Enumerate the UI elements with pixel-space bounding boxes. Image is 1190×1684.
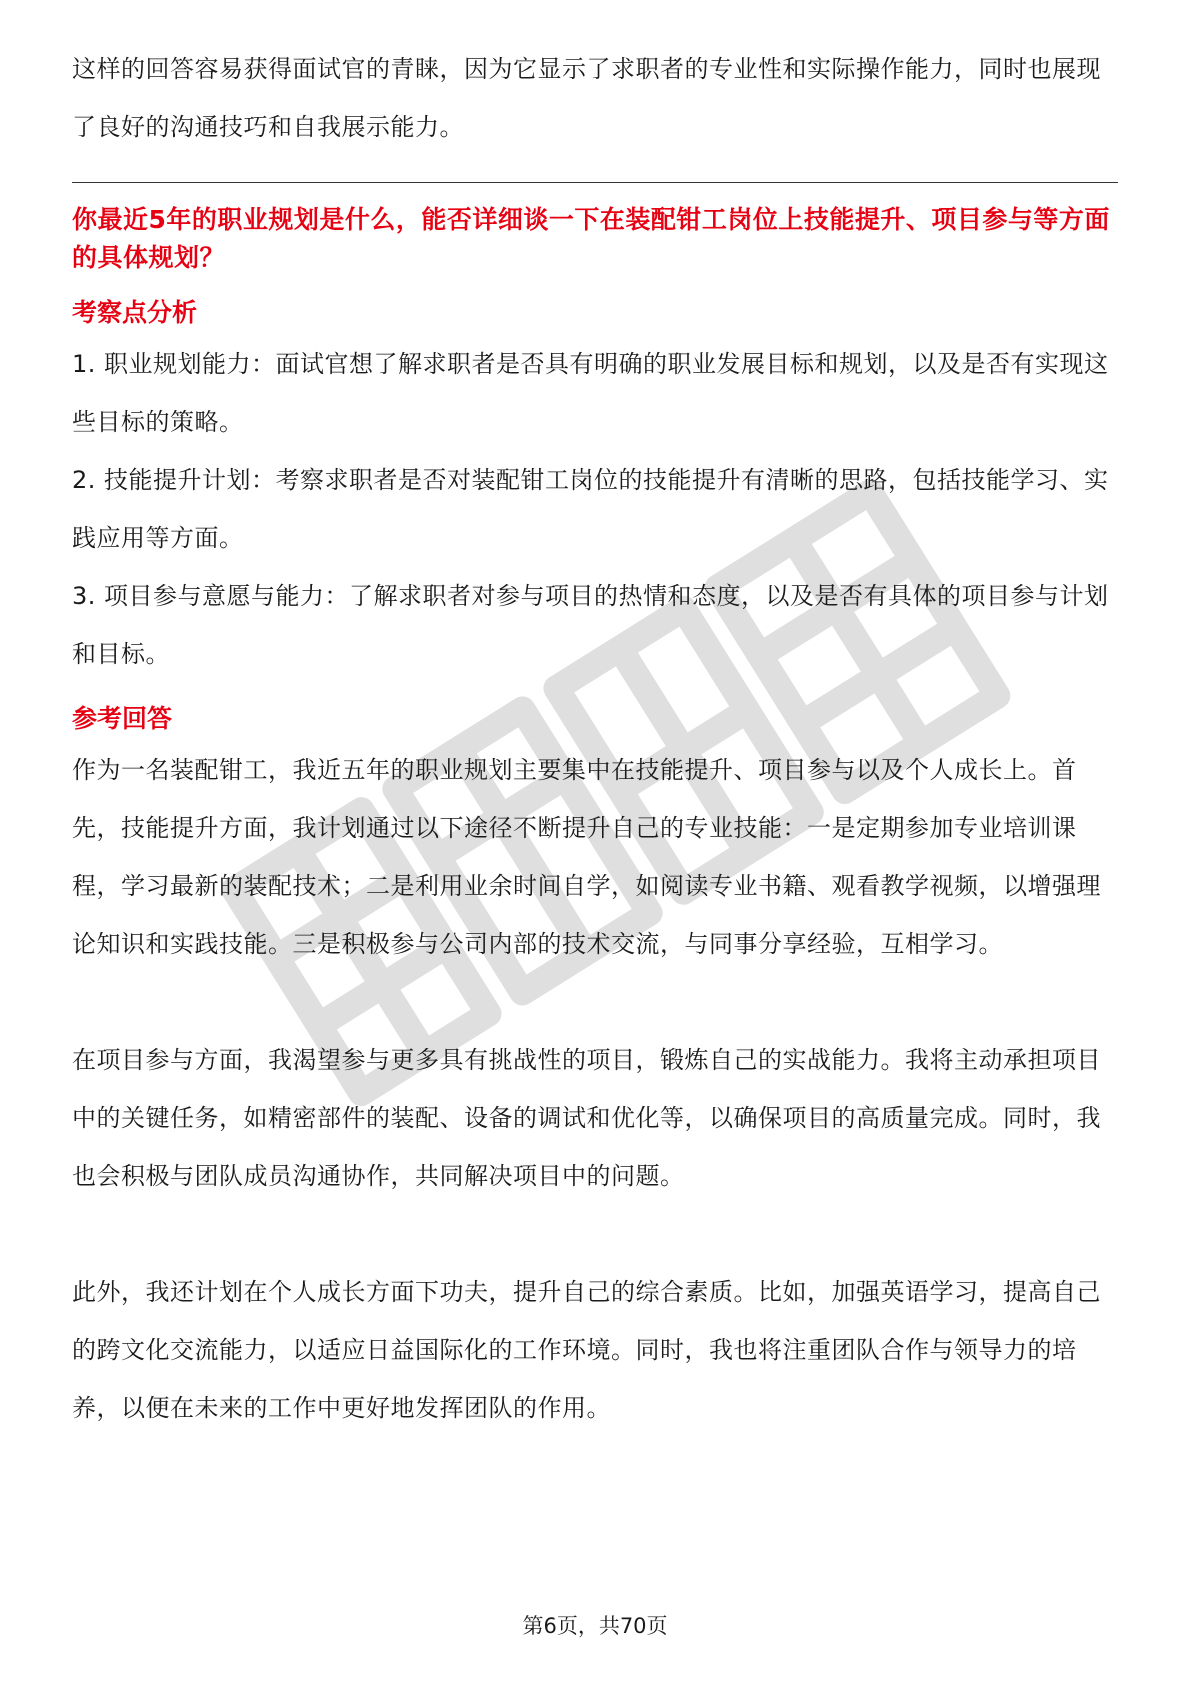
section-divider	[72, 182, 1118, 183]
analysis-heading: 考察点分析	[72, 298, 198, 327]
analysis-point-3: 3. 项目参与意愿与能力：了解求职者对参与项目的热情和态度，以及是否有具体的项目参与计划和目标。	[72, 582, 1109, 668]
answer-heading: 参考回答	[72, 704, 173, 733]
analysis-point-1: 1. 职业规划能力：面试官想了解求职者是否具有明确的职业发展目标和规划，以及是否有实现这些目标的策略。	[72, 350, 1109, 436]
answer-paragraph-2: 在项目参与方面，我渴望参与更多具有挑战性的项目，锻炼自己的实战能力。我将主动承担项目中的关键任务，如精密部件的装配、设备的调试和优化等，以确保项目的高质量完成。同时，我也会积极与团队成员沟通协作，共同解决项目中的问题。	[72, 1046, 1101, 1190]
paragraph-gap	[72, 1205, 1118, 1263]
intro-paragraph: 这样的回答容易获得面试官的青睐，因为它显示了求职者的专业性和实际操作能力，同时也展现了良好的沟通技巧和自我展示能力。	[72, 55, 1101, 141]
paragraph-gap	[72, 973, 1118, 1031]
document-page	[72, 40, 1118, 1437]
answer-paragraph-3: 此外，我还计划在个人成长方面下功夫，提升自己的综合素质。比如，加强英语学习，提高自己的跨文化交流能力，以适应日益国际化的工作环境。同时，我也将注重团队合作与领导力的培养，以便在未来的工作中更好地发挥团队的作用。	[72, 1278, 1101, 1422]
answer-paragraph-1: 作为一名装配钳工，我近五年的职业规划主要集中在技能提升、项目参与以及个人成长上。首先，技能提升方面，我计划通过以下途径不断提升自己的专业技能：一是定期参加专业培训课程，学习最新的装配技术；二是利用业余时间自学，如阅读专业书籍、观看教学视频，以增强理论知识和实践技能。三是积极参与公司内部的技术交流，与同事分享经验，互相学习。	[72, 756, 1101, 958]
page-number: 第6页，共70页	[522, 1614, 668, 1638]
analysis-point-2: 2. 技能提升计划：考察求职者是否对装配钳工岗位的技能提升有清晰的思路，包括技能学习、实践应用等方面。	[72, 466, 1109, 552]
question-title: 你最近5年的职业规划是什么，能否详细谈一下在装配钳工岗位上技能提升、项目参与等方面的具体规划？	[72, 205, 1110, 272]
